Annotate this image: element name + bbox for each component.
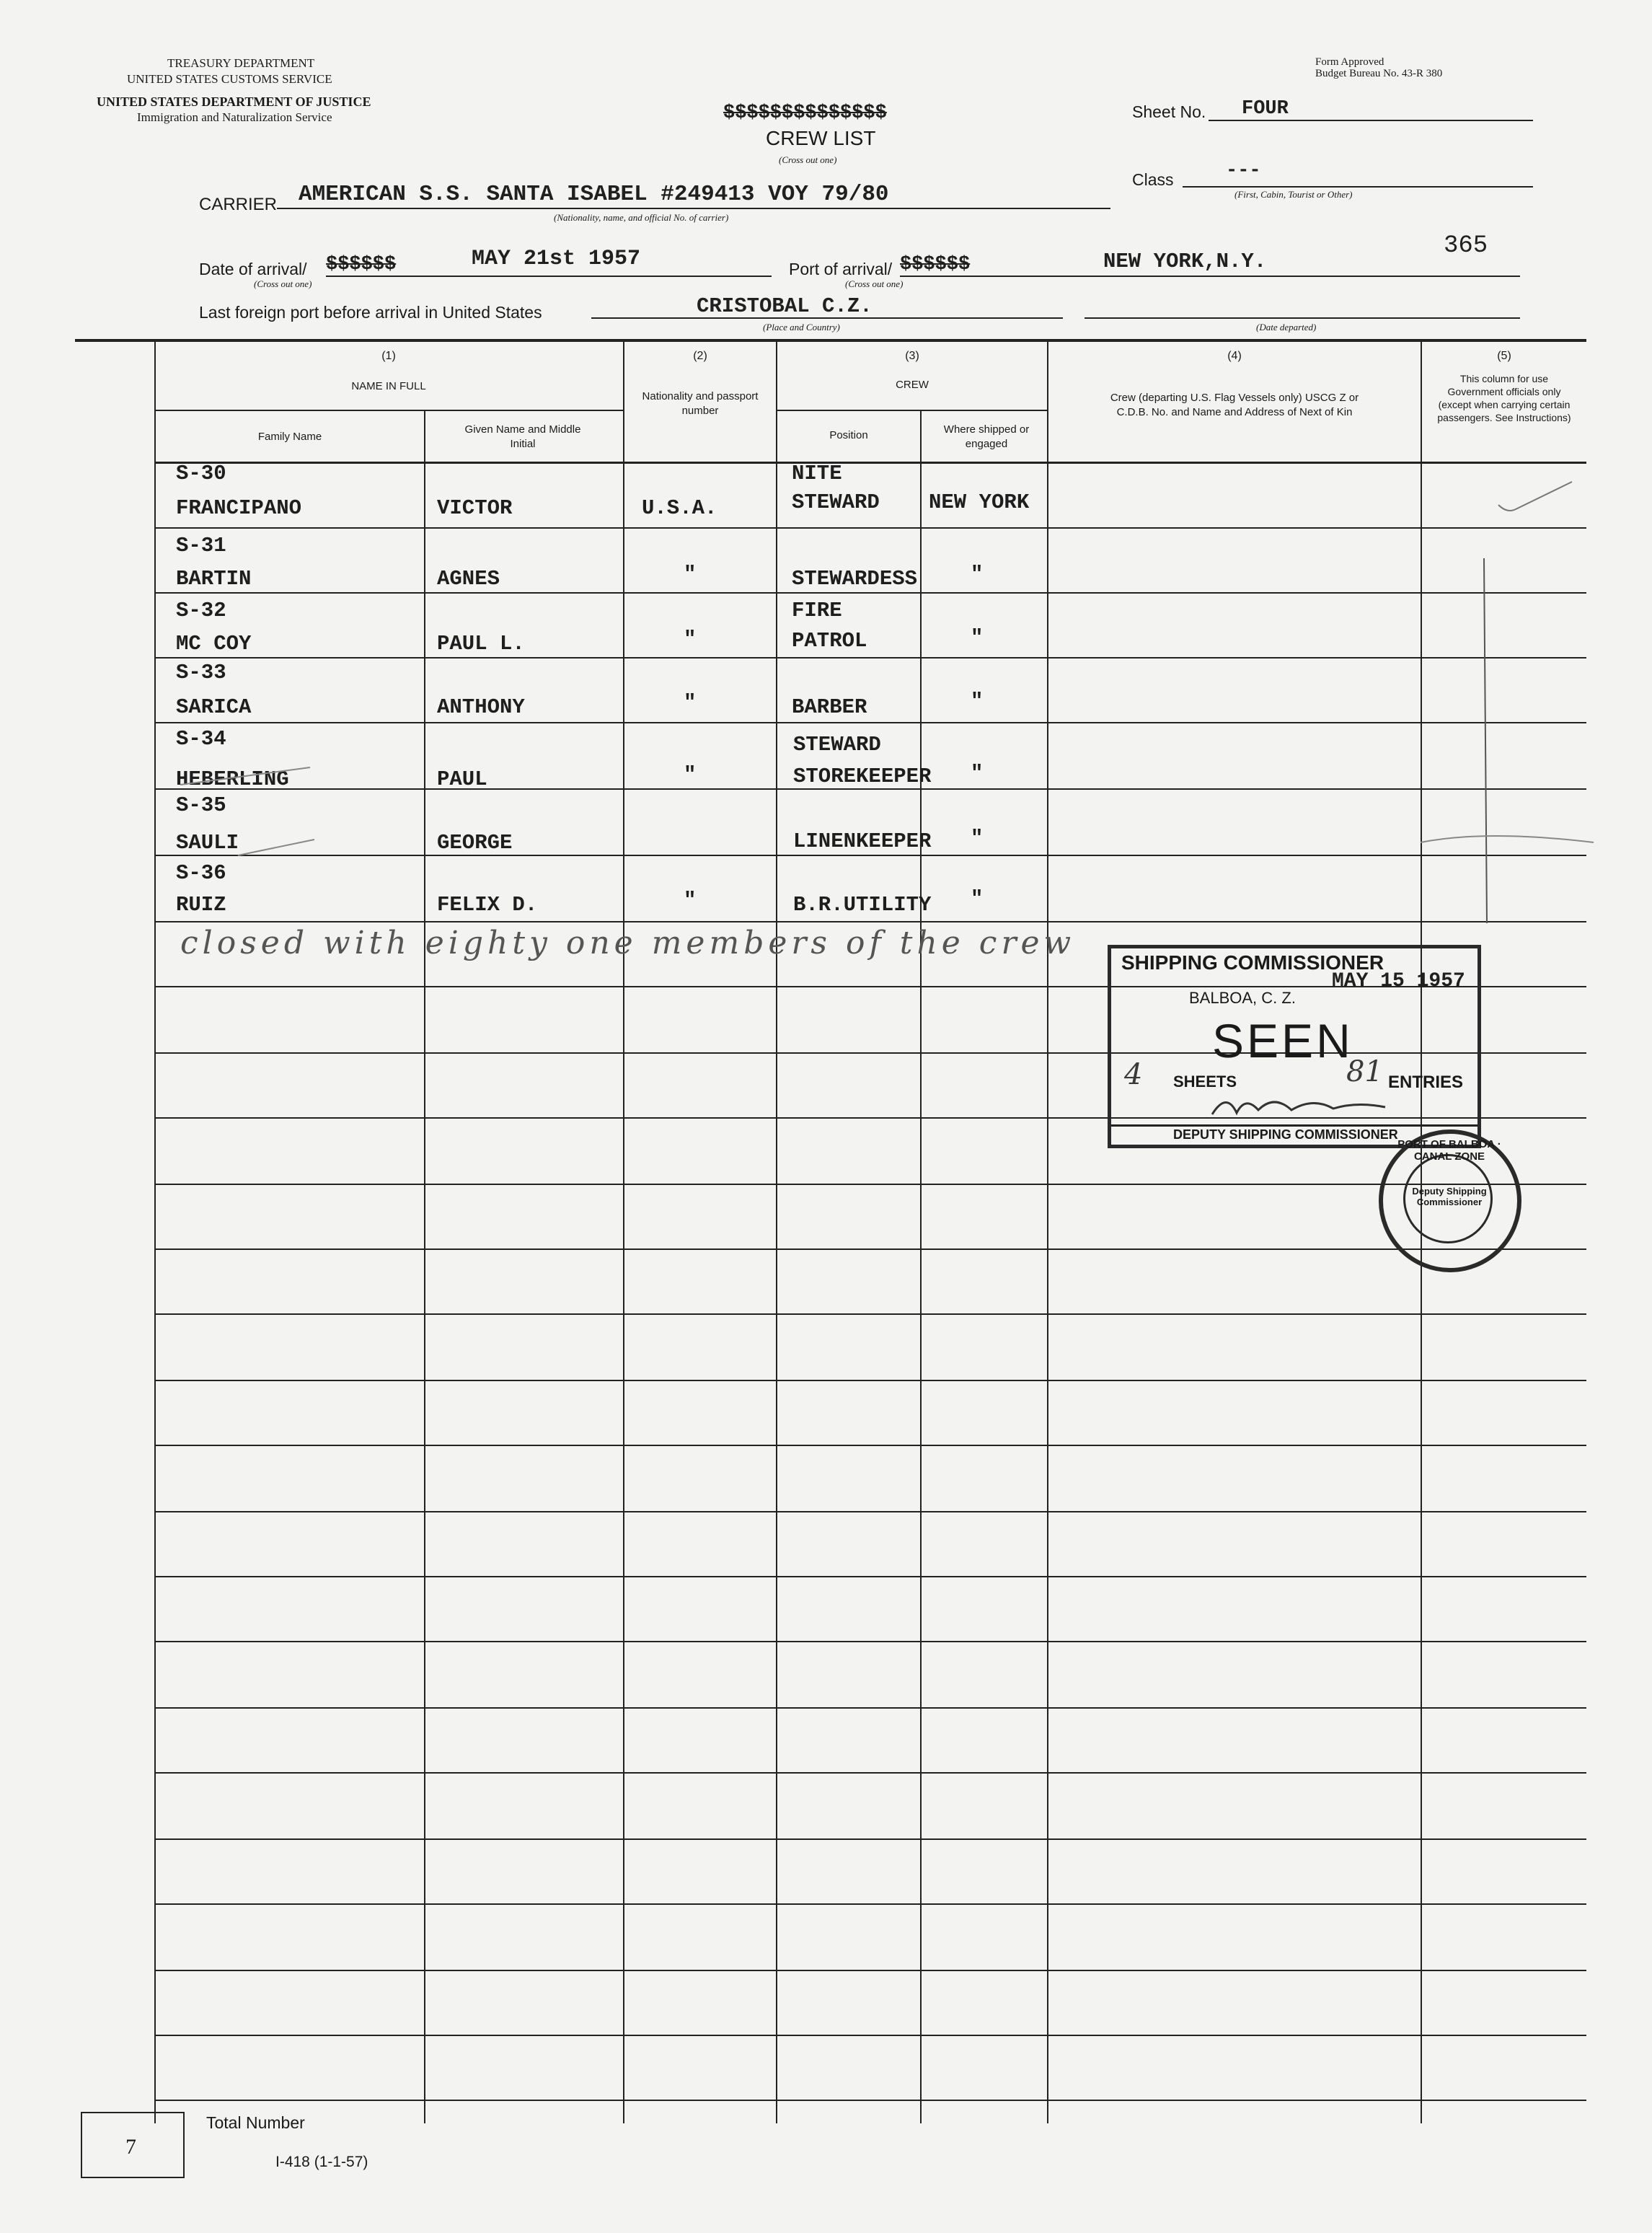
arrival-port-label: Port of arrival/ — [789, 260, 893, 278]
row-7-given: FELIX D. — [437, 893, 538, 917]
col3-title: CREW — [896, 379, 929, 391]
shipping-commissioner-stamp — [1108, 945, 1481, 1148]
seal-center-text: Deputy Shipping Commissioner — [1412, 1186, 1487, 1207]
arrival-date-value: MAY 21st 1957 — [472, 247, 641, 271]
stamp-sheets-label: SHEETS — [1173, 1073, 1237, 1091]
arrival-date-note: (Cross out one) — [254, 278, 312, 289]
arrival-date-label: Date of arrival/ — [199, 260, 307, 278]
col3-num: (3) — [905, 350, 919, 362]
arrival-port-struck: $$$$$$ — [900, 254, 971, 276]
row-2-family: BARTIN — [176, 567, 252, 591]
row-3-given: PAUL L. — [437, 632, 525, 656]
col2-title: Nationality and passport number — [642, 390, 759, 417]
seal-ring-text: PORT OF BALBOA · CANAL ZONE — [1397, 1138, 1501, 1163]
agency-line-2: UNITED STATES CUSTOMS SERVICE — [127, 72, 332, 86]
col1-title: NAME IN FULL — [351, 380, 426, 392]
col5-num: (5) — [1497, 350, 1511, 362]
stamp-seen: SEEN — [1212, 1014, 1353, 1067]
row-7-id: S-36 — [176, 861, 226, 885]
col-position: Position — [829, 429, 868, 441]
class-note: (First, Cabin, Tourist or Other) — [1234, 189, 1353, 200]
form-approved-2: Budget Bureau No. 43-R 380 — [1315, 68, 1443, 79]
row-4-position-line2: BARBER — [792, 695, 867, 719]
row-5-position-line1: STEWARD — [793, 733, 881, 757]
col5-title: This column for use Government officials only (except when carrying certain passengers. See Instructions) — [1437, 373, 1571, 423]
row-1-id: S-30 — [176, 462, 226, 485]
row-2-id: S-31 — [176, 534, 226, 558]
carrier-label: CARRIER — [199, 195, 278, 214]
last-port-note: (Place and Country) — [763, 322, 840, 332]
row-7-position-line2: B.R.UTILITY — [793, 893, 932, 917]
row-3-nationality: " — [684, 627, 697, 651]
handwritten-closing-note: closed with eighty one members of the crew — [180, 925, 1076, 961]
row-4-where: " — [971, 690, 984, 713]
total-number-box — [81, 2112, 185, 2178]
page-number-365: 365 — [1444, 232, 1488, 260]
struck-title: $$$$$$$$$$$$$$ — [723, 102, 887, 124]
title-note: (Cross out one) — [779, 154, 837, 165]
total-number-label: Total Number — [206, 2113, 305, 2132]
row-3-position-line2: PATROL — [792, 629, 867, 653]
arrival-port-value: NEW YORK,N.Y. — [1103, 250, 1267, 273]
form-approved-1: Form Approved — [1315, 56, 1384, 68]
row-5-where: " — [971, 762, 984, 785]
col4-title: Crew (departing U.S. Flag Vessels only) USCG Z or C.D.B. No. and Name and Address of Next of Kin — [1110, 392, 1359, 418]
row-1-position-line2: STEWARD — [792, 490, 880, 514]
arrival-date-struck: $$$$$$ — [326, 254, 397, 276]
col-family-name: Family Name — [257, 431, 322, 443]
class-label: Class — [1132, 170, 1174, 189]
col-where-shipped: Where shipped or engaged — [943, 423, 1030, 450]
row-7-family: RUIZ — [176, 893, 226, 917]
last-port-label: Last foreign port before arrival in United States — [199, 303, 542, 322]
row-6-family: SAULI — [176, 831, 239, 855]
carrier-note: (Nationality, name, and official No. of carrier) — [554, 212, 729, 223]
row-3-family: MC COY — [176, 632, 252, 656]
date-departed-note: (Date departed) — [1256, 322, 1317, 332]
row-5-given: PAUL — [437, 767, 487, 791]
row-3-position-line1: FIRE — [792, 599, 842, 622]
stamp-place: BALBOA, C. Z. — [1189, 989, 1296, 1007]
row-1-nationality: U.S.A. — [642, 496, 717, 520]
row-7-where: " — [971, 887, 984, 911]
row-2-nationality: " — [684, 563, 697, 586]
agency-line-4: Immigration and Naturalization Service — [137, 110, 332, 124]
stamp-signature — [1205, 1088, 1392, 1124]
row-7-nationality: " — [684, 889, 697, 912]
row-1-where: NEW YORK — [929, 490, 1030, 514]
arrival-port-note: (Cross out one) — [845, 278, 904, 289]
row-1-position-line1: NITE — [792, 462, 842, 485]
col1-num: (1) — [381, 350, 396, 362]
row-2-where: " — [971, 563, 984, 586]
stamp-entries-number: 81 — [1346, 1055, 1383, 1088]
last-port-value: CRISTOBAL C.Z. — [697, 294, 873, 318]
form-number: I-418 (1-1-57) — [275, 2154, 368, 2170]
row-2-position-line2: STEWARDESS — [792, 567, 918, 591]
row-5-position-line2: STOREKEEPER — [793, 765, 932, 788]
agency-line-1: TREASURY DEPARTMENT — [167, 56, 315, 70]
row-4-nationality: " — [684, 691, 697, 715]
carrier-value: AMERICAN S.S. SANTA ISABEL #249413 VOY 79/80 — [299, 182, 889, 207]
page-title: CREW LIST — [766, 127, 876, 149]
row-4-family: SARICA — [176, 695, 252, 719]
total-number-value: 7 — [125, 2135, 136, 2159]
sheet-label: Sheet No. — [1132, 102, 1206, 121]
row-5-nationality: " — [684, 763, 697, 787]
row-5-id: S-34 — [176, 727, 226, 751]
col4-num: (4) — [1227, 350, 1242, 362]
row-6-position-line2: LINENKEEPER — [793, 829, 932, 853]
row-2-given: AGNES — [437, 567, 500, 591]
stamp-entries-label: ENTRIES — [1388, 1073, 1464, 1092]
stamp-date: MAY 15 1957 — [1332, 970, 1465, 992]
class-value: --- — [1226, 160, 1261, 182]
row-6-given: GEORGE — [437, 831, 513, 855]
stamp-footer: DEPUTY SHIPPING COMMISSIONER — [1173, 1127, 1398, 1142]
agency-line-3: UNITED STATES DEPARTMENT OF JUSTICE — [97, 94, 371, 109]
row-5-family: HEBERLING — [176, 767, 289, 791]
row-1-given: VICTOR — [437, 496, 513, 520]
row-3-where: " — [971, 626, 984, 650]
port-balboa-seal — [1379, 1129, 1521, 1272]
row-4-given: ANTHONY — [437, 695, 525, 719]
stamp-title: SHIPPING COMMISSIONER — [1121, 951, 1384, 974]
row-6-where: " — [971, 827, 984, 850]
row-6-id: S-35 — [176, 793, 226, 817]
row-1-family: FRANCIPANO — [176, 496, 302, 520]
col2-num: (2) — [693, 350, 707, 362]
row-4-id: S-33 — [176, 661, 226, 684]
row-3-id: S-32 — [176, 599, 226, 622]
stamp-sheets-number: 4 — [1124, 1058, 1143, 1091]
col-given-name: Given Name and Middle Initial — [464, 423, 581, 450]
sheet-value: FOUR — [1242, 98, 1289, 120]
